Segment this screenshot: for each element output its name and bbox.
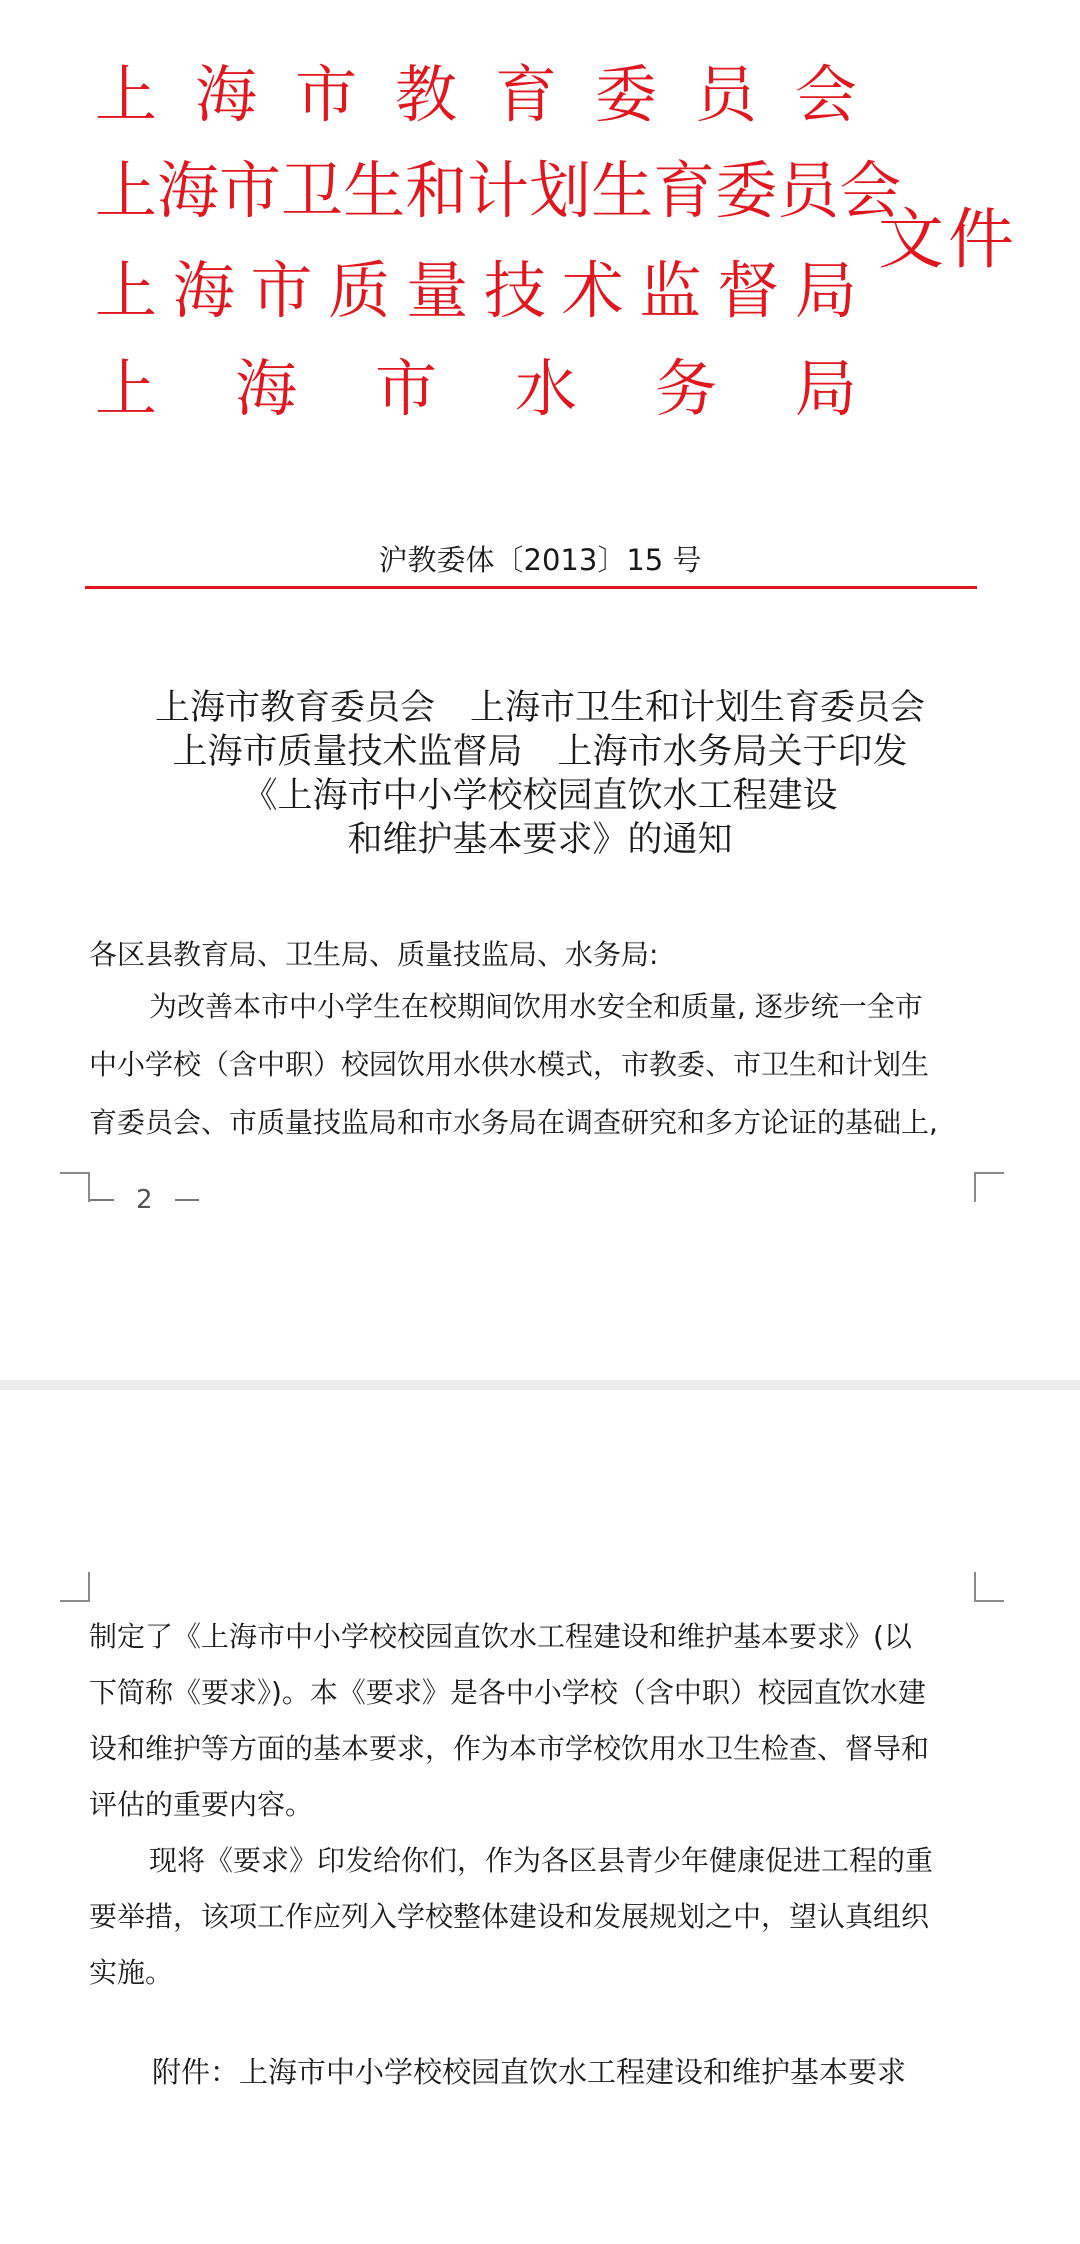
issuer-character: 生	[343, 154, 406, 227]
issuer-character: 水	[514, 352, 577, 425]
issuer-character: 和	[405, 154, 468, 227]
issuer-character: 海	[157, 154, 220, 227]
page-number	[90, 1180, 199, 1220]
issuer-character: 技	[483, 254, 546, 327]
issuer-character: 员	[777, 154, 840, 227]
issuer-character: 育	[653, 154, 716, 227]
issuer-character: 会	[794, 58, 857, 131]
margin-corner-mark	[974, 1172, 1004, 1202]
margin-corner-mark	[60, 1172, 90, 1202]
body-line: 育委员会、市质量技监局和市水务局在调查研究和多方论证的基础上,	[89, 1106, 938, 1139]
body-line: 为改善本市中小学生在校期间饮用水安全和质量, 逐步统一全市	[149, 990, 923, 1023]
issuer-character: 术	[561, 254, 624, 327]
body-line: 制定了《上海市中小学校校园直饮水工程建设和维护基本要求》(以	[89, 1620, 912, 1653]
issuer-line-quality-supervision-bureau	[95, 246, 857, 336]
title-line: 上海市质量技术监督局 上海市水务局关于印发	[172, 732, 908, 772]
issuer-character: 会	[839, 154, 902, 227]
issuer-character: 量	[406, 254, 469, 327]
body-line: 实施。	[89, 1956, 174, 1989]
issuer-character: 局	[794, 254, 857, 327]
body-line: 中小学校（含中职）校园饮用水供水模式，市教委、市卫生和计划生	[89, 1048, 930, 1081]
body-line: 下简称《要求》)。本《要求》是各中小学校（含中职）校园直饮水建	[89, 1676, 926, 1709]
issuer-character: 员	[694, 58, 757, 131]
issuer-character: 育	[494, 58, 557, 131]
issuer-character: 海	[194, 58, 257, 131]
document-suffix: 文件	[878, 201, 1018, 278]
margin-corner-mark	[974, 1572, 1004, 1602]
body-line: 设和维护等方面的基本要求，作为本市学校饮用水卫生检查、督导和	[89, 1732, 930, 1765]
issuer-line-water-affairs-bureau	[95, 344, 857, 434]
body-line: 评估的重要内容。	[89, 1788, 314, 1821]
title-line: 《上海市中小学校校园直饮水工程建设	[242, 776, 838, 816]
issuer-character: 督	[717, 254, 780, 327]
issuer-character: 教	[394, 58, 457, 131]
issuer-character: 市	[219, 154, 282, 227]
body-line: 要举措，该项工作应列入学校整体建设和发展规划之中，望认真组织	[89, 1900, 930, 1933]
issuer-character: 委	[715, 154, 778, 227]
issuer-character: 卫	[281, 154, 344, 227]
issuer-character: 质	[328, 254, 391, 327]
issuer-character: 上	[95, 352, 158, 425]
red-divider	[85, 586, 977, 589]
notice-title	[0, 686, 1080, 862]
page-number-value: 2	[136, 1185, 153, 1215]
issuer-line-health-family-planning-commission	[95, 146, 902, 236]
issuer-character: 上	[95, 58, 158, 131]
issuer-line-education-commission	[95, 50, 857, 140]
title-line: 和维护基本要求》的通知	[347, 820, 733, 860]
issuer-character: 生	[591, 154, 654, 227]
issuer-character: 上	[95, 154, 158, 227]
issuer-character: 市	[294, 58, 357, 131]
issuer-character: 海	[172, 254, 235, 327]
page-number-dash	[90, 1199, 114, 1201]
attachment-line: 附件：上海市中小学校校园直饮水工程建设和维护基本要求	[152, 2055, 907, 2089]
issuer-character: 计	[467, 154, 530, 227]
title-line: 上海市教育委员会 上海市卫生和计划生育委员会	[154, 688, 925, 728]
document-number: 沪教委体〔2013〕15 号	[378, 543, 702, 577]
addressee: 各区县教育局、卫生局、质量技监局、水务局:	[89, 938, 659, 971]
issuer-character: 市	[374, 352, 437, 425]
issuer-character: 海	[234, 352, 297, 425]
body-line: 现将《要求》印发给你们，作为各区县青少年健康促进工程的重	[149, 1844, 934, 1877]
page-number-dash	[175, 1199, 199, 1201]
issuer-character: 委	[594, 58, 657, 131]
margin-corner-mark	[60, 1572, 90, 1602]
issuer-character: 划	[529, 154, 592, 227]
issuer-character: 局	[794, 352, 857, 425]
issuer-character: 上	[95, 254, 158, 327]
issuer-character: 监	[639, 254, 702, 327]
issuer-character: 市	[250, 254, 313, 327]
page-separator	[0, 1380, 1080, 1390]
issuer-character: 务	[654, 352, 717, 425]
